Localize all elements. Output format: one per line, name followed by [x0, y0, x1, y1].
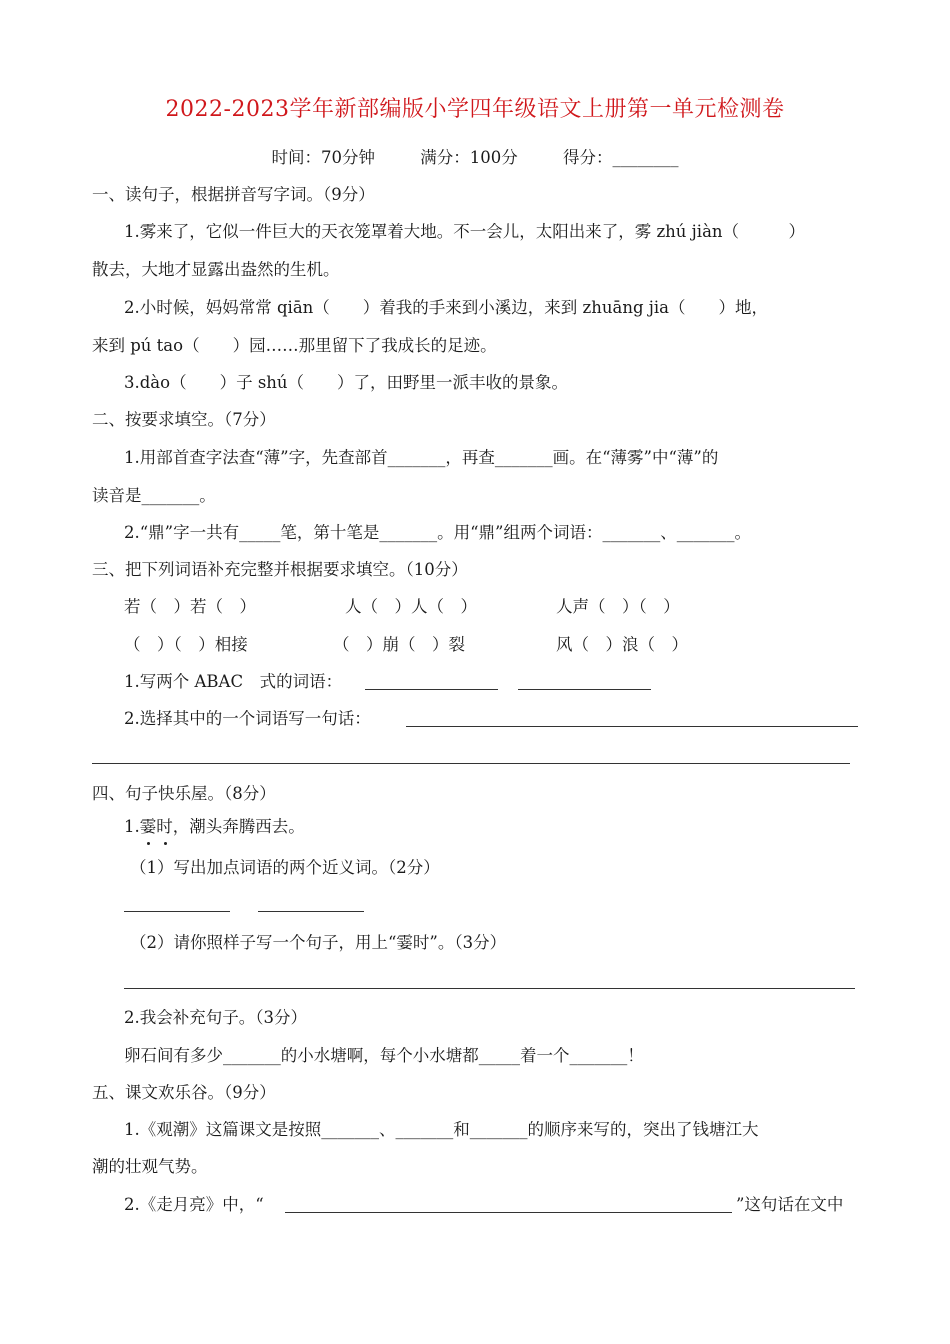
s4-q1-sub1: （1）写出加点词语的两个近义词。（2分） — [130, 858, 440, 877]
section-5-heading: 五、课文欢乐谷。（9分） — [92, 1083, 276, 1102]
section-1-heading: 一、读句子，根据拼音写字词。（9分） — [92, 185, 375, 204]
s3-word-blank: 风（ ）浪（ ） — [556, 635, 688, 654]
exam-time: 时间：70分钟 — [271, 148, 375, 167]
exam-total-score: 满分：100分 — [420, 148, 518, 167]
answer-line — [92, 763, 850, 764]
s5-q1-line1: 1.《观潮》这篇课文是按照_______、_______和_______的顺序来写的，突出了钱塘江大 — [124, 1120, 759, 1139]
s2-q2: 2.“鼎”字一共有_____笔，第十笔是_______。用“鼎”组两个词语：_______、_______。 — [124, 523, 751, 542]
answer-line — [285, 1212, 732, 1213]
section-4-heading: 四、句子快乐屋。（8分） — [92, 784, 276, 803]
emphasis-dot — [164, 842, 167, 845]
answer-line — [124, 988, 855, 989]
s5-q1-line2: 潮的壮观气势。 — [92, 1157, 208, 1176]
s1-q3: 3.dào（ ）子 shú（ ）了，田野里一派丰收的景象。 — [124, 373, 569, 392]
answer-line — [365, 689, 498, 690]
s4-q2-text: 卵石间有多少_______的小水塘啊，每个小水塘都_____着一个_______！ — [124, 1046, 644, 1065]
s2-q1-line2: 读音是_______。 — [92, 486, 216, 505]
exam-score-field: 得分：________ — [563, 148, 679, 167]
s3-word-blank: 人（ ）人（ ） — [345, 597, 477, 616]
section-3-heading: 三、把下列词语补充完整并根据要求填空。（10分） — [92, 560, 468, 579]
answer-line — [258, 911, 364, 912]
s3-word-blank: 人声（ ）（ ） — [556, 597, 680, 616]
section-2-heading: 二、按要求填空。（7分） — [92, 410, 276, 429]
s3-word-blank: （ ）（ ）相接 — [124, 635, 248, 654]
answer-line — [518, 689, 651, 690]
s4-q2-heading: 2.我会补充句子。（3分） — [124, 1008, 307, 1027]
s1-q2-line2: 来到 pú tao（ ）园……那里留下了我成长的足迹。 — [92, 336, 497, 355]
s3-word-blank: 若（ ）若（ ） — [124, 597, 256, 616]
emphasis-dot — [147, 842, 150, 845]
answer-line — [124, 911, 230, 912]
s1-q1-line2: 散去，大地才显露出盎然的生机。 — [92, 260, 340, 279]
s3-q2: 2.选择其中的一个词语写一句话： — [124, 709, 371, 728]
s3-q1: 1.写两个 ABAC 式的词语： — [124, 672, 343, 691]
page-title: 2022-2023学年新部编版小学四年级语文上册第一单元检测卷 — [165, 97, 785, 122]
exam-meta — [0, 146, 950, 170]
s3-word-blank: （ ）崩（ ）裂 — [333, 635, 465, 654]
s1-q2-line1: 2.小时候，妈妈常常 qiān（ ）着我的手来到小溪边，来到 zhuāng jia（ ）地， — [124, 298, 768, 317]
s2-q1-line1: 1.用部首查字法查“薄”字，先查部首_______，再查_______画。在“薄雾”中“薄”的 — [124, 448, 719, 467]
answer-line — [406, 726, 858, 727]
s4-q1-sub2: （2）请你照样子写一个句子，用上“霎时”。（3分） — [130, 933, 507, 952]
s5-q2-end: ”这句话在文中 — [736, 1195, 844, 1214]
s5-q2-start: 2.《走月亮》中，“ — [124, 1195, 264, 1214]
s4-q1: 1.霎时，潮头奔腾西去。 — [124, 817, 305, 836]
s1-q1-line1: 1.雾来了，它似一件巨大的天衣笼罩着大地。不一会儿，太阳出来了，雾 zhú jiàn（ ） — [124, 222, 806, 241]
